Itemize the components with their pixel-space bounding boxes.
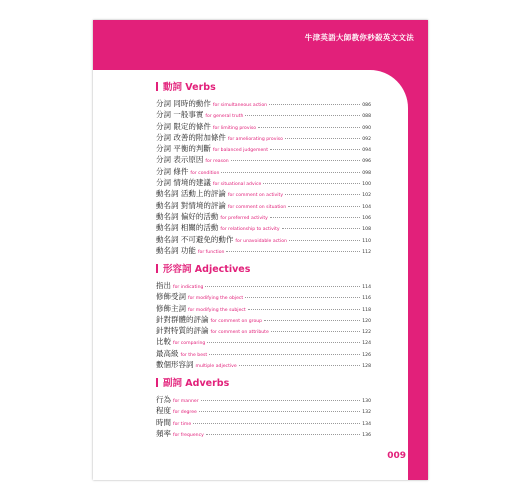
toc-entry (156, 303, 371, 314)
entry-chinese-title: 動名詞 偏好的活動 (156, 211, 219, 221)
entry-chinese-title: 修飾主詞 (156, 303, 186, 313)
dot-leader (221, 172, 360, 173)
entry-english-title: for comment on situation (227, 204, 287, 210)
entry-chinese-title: 動名詞 不可避免的動作 (156, 234, 234, 244)
entry-page-number: 134 (362, 421, 371, 427)
dot-leader (199, 411, 360, 412)
entry-chinese-title: 分詞 平衡的判斷 (156, 144, 211, 154)
entry-page-number: 112 (362, 249, 371, 255)
entry-page-number: 114 (362, 285, 371, 290)
toc-entry (156, 417, 371, 428)
entry-english-title: for situational advice (212, 182, 262, 188)
entry-english-title: for unavoidable action (235, 238, 287, 244)
entry-chinese-title: 數個形容詞 (156, 360, 194, 370)
entry-english-title: for general truth (205, 114, 244, 120)
entry-page-number: 086 (362, 103, 371, 108)
toc-entry (156, 394, 371, 405)
entry-page-number: 118 (362, 307, 371, 313)
entry-english-title: for function (197, 249, 225, 255)
section-title: 副詞 Adverbs (163, 378, 230, 389)
dot-leader (288, 206, 360, 207)
entry-english-title: for comment on group (210, 318, 263, 324)
entry-chinese-title: 分詞 改善的附加條件 (156, 132, 226, 142)
entry-chinese-title: 分詞 同時的動作 (156, 99, 211, 108)
section-adjectives (156, 262, 371, 370)
entry-chinese-title: 分詞 條件 (156, 166, 189, 176)
dot-leader (205, 286, 360, 287)
toc-entry (156, 234, 371, 245)
entry-page-number: 106 (362, 215, 371, 221)
dot-leader (270, 217, 360, 218)
dot-leader (269, 104, 360, 105)
entry-page-number: 096 (362, 159, 371, 165)
toc-entry (156, 222, 371, 233)
entry-list (156, 394, 371, 439)
entry-page-number: 094 (362, 148, 371, 154)
entry-english-title: for limiting proviso (212, 125, 257, 131)
dot-leader (271, 331, 360, 332)
toc-entry (156, 211, 371, 222)
entry-chinese-title: 分詞 一般事實 (156, 110, 204, 120)
entry-page-number: 136 (362, 432, 371, 438)
dot-leader (248, 309, 360, 310)
entry-english-title: for manner (173, 399, 199, 404)
dot-leader (263, 183, 360, 184)
toc-entry (156, 291, 371, 302)
section-title: 動詞 Verbs (163, 82, 216, 93)
entry-page-number: 132 (362, 410, 371, 416)
toc-entry (156, 188, 371, 199)
entry-page-number: 124 (362, 341, 371, 347)
entry-english-title: for comment on attribute (210, 330, 269, 336)
entry-chinese-title: 動名詞 對情境的評論 (156, 200, 226, 210)
section-marker (156, 264, 158, 273)
entry-english-title: for preferred activity (220, 215, 268, 221)
section-title: 形容詞 Adjectives (163, 264, 251, 275)
section-marker (156, 82, 158, 91)
book-page (93, 20, 428, 480)
entry-chinese-title: 最高級 (156, 348, 179, 358)
toc-entry (156, 154, 371, 165)
entry-chinese-title: 動名詞 相關的活動 (156, 223, 219, 233)
entry-english-title: for condition (190, 170, 220, 176)
entry-chinese-title: 比較 (156, 337, 171, 347)
entry-chinese-title: 分詞 表示原因 (156, 155, 204, 165)
entry-english-title: for comment on activity (227, 193, 284, 199)
entry-chinese-title: 分詞 限定的條件 (156, 121, 211, 131)
entry-list (156, 280, 371, 370)
dot-leader (289, 240, 360, 241)
entry-page-number: 098 (362, 170, 371, 176)
entry-page-number: 100 (362, 182, 371, 188)
entry-page-number: 110 (362, 238, 371, 244)
toc-entry (156, 325, 371, 336)
section-heading (156, 262, 371, 274)
entry-english-title: for simultaneous action (212, 103, 268, 108)
entry-chinese-title: 程度 (156, 406, 171, 416)
toc-entry (156, 428, 371, 439)
entry-page-number: 102 (362, 193, 371, 199)
entry-english-title: for the best (180, 352, 208, 358)
toc-entry (156, 280, 371, 291)
book-header-title: 牛津英語大師教你秒殺英文文法 (304, 33, 414, 42)
entry-english-title: for modifying the subject (188, 307, 246, 313)
entry-page-number: 092 (362, 136, 371, 142)
dot-leader (239, 365, 361, 366)
entry-english-title: for degree (173, 410, 197, 416)
toc-entry (156, 405, 371, 416)
section-verbs (156, 80, 371, 256)
entry-chinese-title: 頻率 (156, 428, 171, 438)
entry-english-title: for indicating (173, 285, 204, 290)
toc-entry (156, 200, 371, 211)
dot-leader (201, 400, 361, 401)
dot-leader (245, 297, 360, 298)
entry-page-number: 128 (362, 364, 371, 370)
toc-entry (156, 121, 371, 132)
entry-chinese-title: 針對群體的評論 (156, 314, 209, 324)
entry-english-title: multiple adjective (195, 364, 237, 370)
entry-english-title: for balanced judgement (212, 148, 268, 154)
toc-entry (156, 109, 371, 120)
dot-leader (245, 115, 360, 116)
section-heading (156, 376, 371, 388)
entry-english-title: for relationship to activity (220, 227, 280, 233)
dot-leader (264, 320, 360, 321)
toc-entry (156, 359, 371, 370)
dot-leader (282, 228, 361, 229)
toc-entry (156, 98, 371, 109)
entry-page-number: 088 (362, 114, 371, 120)
section-heading (156, 80, 371, 92)
section-adverbs (156, 376, 371, 439)
entry-chinese-title: 修飾受詞 (156, 292, 186, 302)
dot-leader (226, 251, 360, 252)
toc-entry (156, 314, 371, 325)
dot-leader (285, 138, 360, 139)
entry-page-number: 126 (362, 352, 371, 358)
entry-list (156, 98, 371, 256)
toc-entry (156, 166, 371, 177)
entry-page-number: 116 (362, 296, 371, 302)
dot-leader (270, 149, 360, 150)
toc-entry (156, 348, 371, 359)
entry-page-number: 104 (362, 204, 371, 210)
toc-entry (156, 143, 371, 154)
toc-entry (156, 336, 371, 347)
dot-leader (207, 342, 360, 343)
entry-chinese-title: 動名詞 活動上的評論 (156, 189, 226, 199)
entry-chinese-title: 動名詞 功能 (156, 245, 196, 255)
entry-page-number: 122 (362, 330, 371, 336)
entry-chinese-title: 指出 (156, 281, 171, 290)
entry-english-title: for time (173, 421, 192, 427)
entry-page-number: 108 (362, 227, 371, 233)
entry-english-title: for reason (205, 159, 229, 165)
page-number: 009 (387, 451, 406, 461)
entry-chinese-title: 行為 (156, 395, 171, 404)
entry-page-number: 120 (362, 318, 371, 324)
entry-page-number: 090 (362, 125, 371, 131)
entry-english-title: for modifying the object (188, 296, 244, 302)
entry-english-title: for comparing (173, 341, 206, 347)
entry-chinese-title: 針對特質的評論 (156, 326, 209, 336)
toc-entry (156, 132, 371, 143)
dot-leader (209, 354, 360, 355)
entry-english-title: for frequency (173, 432, 204, 438)
section-marker (156, 378, 158, 387)
entry-chinese-title: 時間 (156, 417, 171, 427)
dot-leader (285, 194, 360, 195)
dot-leader (258, 127, 360, 128)
entry-english-title: for ameliorating proviso (227, 136, 283, 142)
dot-leader (193, 423, 360, 424)
dot-leader (206, 434, 360, 435)
toc-entry (156, 177, 371, 188)
dot-leader (231, 160, 361, 161)
entry-chinese-title: 分詞 情境的建議 (156, 178, 211, 188)
toc-entry (156, 245, 371, 256)
entry-page-number: 130 (362, 399, 371, 404)
